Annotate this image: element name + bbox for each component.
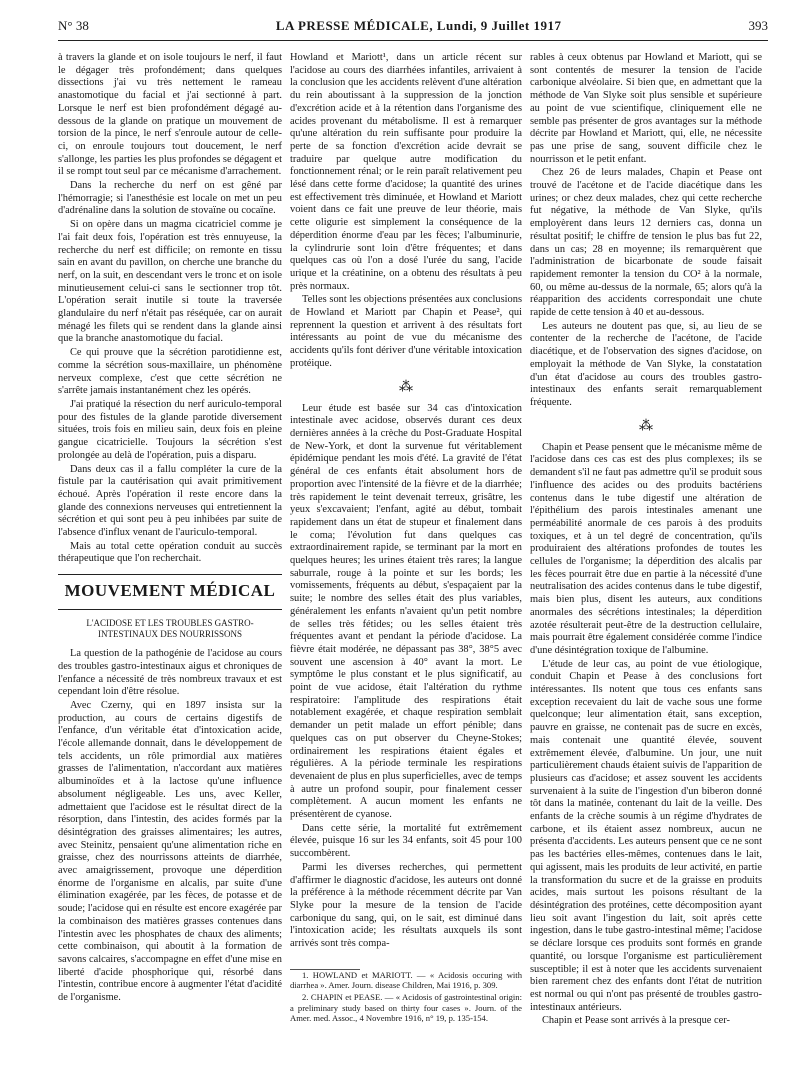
paragraph: L'étude de leur cas, au point de vue étiologique, conduit Chapin et Pease à des conclusions fort intéressantes. Ils notent que tous ces enfants sans exception recevaient du lait de vache sous une forme quelconque; leur alimentation était, sans exception, pauvre en graisse, ne contenait pas de sucre en excès, mais contenait une quantité élevée, souvent extrêmement élevée, d'albumine. Un jour, une nuit particulièrement chauds étaient suivis de l'apparition de plusieurs cas d'acidose; et assez souvent les accidents survenaient à la suite de l'ingestion d'un biberon donné tôt dans la matinée, contenant du lait de la veille. Des enfants de la crèche soumis à un régime d'hydrates de carbone, et ils étaient assez nombreux, aucun ne présenta d'accidents. Les auteurs pensent que ce ne sont pas les bactéries elles-mêmes, contenues dans le lait, qui agissent, mais les produits de leur activité, en partie la transformation du sucre et de la graisse en produits acides, mais surtout les poisons résultant de la désintégration des protéines, cette décomposition ayant lieu soit avant l'ingestion du lait, soit après cette ingestion, dans le tube gastro-intestinal même; l'acidose se déclare lorsque ces produits sont formés en grande quantité, ou lorsque l'organisme est particulièrement susceptible; il est à noter que les accidents survenaient bien rarement chez des enfants dont l'état de nutrition est normal ou qui n'ont pas présenté de troubles gastro-intestinaux antérieurs.: [530, 658, 762, 1013]
journal-title: LA PRESSE MÉDICALE, Lundi, 9 Juillet 1917: [275, 18, 562, 33]
column-left: [58, 52, 282, 1072]
issue-number: N° 38: [58, 18, 89, 33]
paragraph: Ce qui prouve que la sécrétion parotidienne est, comme la sécrétion sous-maxillaire, un phénomène nerveux complexe, c'est que cette sécrétion ne s'arrête jamais instantanément chez les opérés.: [58, 347, 282, 397]
page-number: 393: [748, 18, 768, 33]
footnote: 2. CHAPIN et PEASE. — « Acidosis of gastrointestinal origin: a preliminary study based on thirty four cases ». Journ. of the Amer. med. Assoc., 4 Novembre 1916, n° 19, p. 135-154.: [290, 992, 522, 1024]
paragraph: La question de la pathogénie de l'acidose au cours des troubles gastro-intestinaux aigus et chroniques de l'enfance a nécessité de très nombreux travaux et est cependant loin d'être résolue.: [58, 648, 282, 698]
paragraph: J'ai pratiqué la résection du nerf auriculo-temporal pour des fistules de la glande parotide diversement situées, trois fois en milieu sain, deux fois en pleine gangue cicatricielle. Toujours la sécrétion s'est prolongée au delà de l'opération, puis a disparu.: [58, 398, 282, 461]
paragraph: Chapin et Pease pensent que le mécanisme même de l'acidose dans ces cas est des plus complexes; ils se demandent s'il ne faut pas admettre qu'il se produit sous l'influence des acides ou des produits bactériens contenus dans le tube digestif une altération de l'épithélium des parois intestinales amenant une perméabilité anormale de ces parois à des produits toxiques, et à un tel degré de concentration, qu'ils produiraient des altérations profondes de toutes les cellules de l'organisme; la déperdition des alcalis par les fèces pourrait être due en partie à la nécessité d'une neutralisation des acides contenus dans le tube digestif, mais bien plus, disent les auteurs, aux conditions anormales des sécrétions intestinales; la déperdition azotée résulterait peut-être de la destruction cellulaire, mais pourrait être également considérée comme l'indice d'une désintégration toxique de l'albumine.: [530, 441, 762, 656]
paragraph: Parmi les diverses recherches, qui permettent d'affirmer le diagnostic d'acidose, les auteurs ont donné la préférence à la méthode récemment décrite par Van Slyke pour la mesure de la tension de l'acide carbonique du sang, qui, on le sait, est diminué dans l'intoxication acide; les résultats auxquels ils sont arrivés sont très compa-: [290, 861, 522, 950]
page-header: [58, 18, 768, 41]
section-divider: [58, 574, 282, 575]
paragraph: Chez 26 de leurs malades, Chapin et Pease ont trouvé de l'acétone et de l'acide diacétique dans les urines; or chez deux malades, chez qui cette recherche fut négative, la méthode de Van Slyke, qu'ils employèrent dans leurs 12 derniers cas, donna un résultat positif; le chiffre de tension le plus bas fut 22, dans un cas; 28 en moyenne; ils remarquèrent que l'administration de bicarbonate de soude faisait rapidement remonter la tension du CO² à la normale, 60, ou même au-dessus de la normale, 65; alors qu'à la réapparition des accidents correspondait une chute rapide de cette tension à 40 et au-dessous.: [530, 167, 762, 319]
paragraph: Dans cette série, la mortalité fut extrêmement élevée, puisque 16 sur les 34 enfants, soit 45 pour 100 succombèrent.: [290, 822, 522, 860]
section-separator-stars: ⁂: [399, 379, 413, 395]
paragraph: Si on opère dans un magma cicatriciel comme je l'ai fait deux fois, l'opération est très ennuyeuse, la recherche du nerf est difficile; on remonte en tissu sain en avant du pavillon, on cherche une branche du nerf, on la suit, en descendant vers le tronc et on isole minutieusement celui-ci sans le sectionner trop tôt. L'opération serait inutile si toute la traversée glandulaire du nerf n'était pas réséquée, car on aurait ménagé les filets qui se rendent dans la glande ainsi que la branche anastomotique du facial.: [58, 219, 282, 345]
paragraph: Avec Czerny, qui en 1897 insista sur la production, au cours de certains digestifs de l'enfance, d'un véritable état d'intoxication acide, l'école allemande donnait, dans le développement de tels accidents, un rôle primordial aux matières grasses de l'alimentation, n'accordant aux matières albuminoïdes et à la lactose qu'une influence absolument négligeable. Les uns, avec Keller, admettaient que l'acidose est le résultat direct de la résorption, dans l'intestin, des acides formés par la désintégration des graisses alimentaires; les autres, avec Steinitz, pensaient qu'une alimentation riche en graisse, chez des nourrissons atteints de diarrhée, avec amaigrissement, provoque une déperdition énorme de l'organisme en alcalis, par suite d'une élimination exagérée, par les fèces, de potasse et de soude; l'acidose qui en résulte est encore exagérée par la combinaison des matières grasses contenues dans l'intestin avec les phosphates de chaux des aliments; cette combinaison, qui aboutit à la formation de savons calcaires, s'accompagne en effet d'une mise en liberté d'acide phosphorique qui, résorbé dans l'intestin, contribue encore à augmenter l'état d'acidité de l'organisme.: [58, 699, 282, 1004]
paragraph: Leur étude est basée sur 34 cas d'intoxication intestinale avec acidose, observés durant ces deux dernières années à la crèche du Post-Graduate Hospital de New-York, et dont la survenue fut véritablement épidémique pendant les mois d'été. La gravité de l'état général de ces enfants était absolument hors de proportion avec l'intensité de la fièvre et de la diarrhée; très rapidement le teint devenait terreux, grisâtre, les yeux s'excavaient; l'enfant, agité au début, tombait rapidement dans un état de stupeur et finalement dans le coma; l'évolution fut dans quelques cas extraordinairement rapide, se terminant par la mort en quelques heures; les urines étaient très rares; la langue saburrale, rouge à la pointe et sur les bords; les vomissements, fréquents au début, s'espaçaient par la suite; le nombre des selles était des plus variables, généralement les enfants n'avaient qu'un petit nombre de selles très fétides; ou les selles étaient très fréquentes avant et pendant la période d'acidose. La fièvre était modérée, ne dépassant pas 38°, 38°5 avec souvent une ascension à 40° avant la mort. Le symptôme le plus constant et le plus significatif, au point de vue acidose, était l'altération du rythme respiratoire: l'amplitude des respirations était notablement exagérée, et chaque respiration semblait demander un petit malade un effort pénible; dans quelques cas on put observer du Cheyne-Stokes; ordinairement les respirations étaient égales et régulières. A la période terminale les respirations devenaient de plus en plus superficielles, avec de temps à autre un profond soupir, pour finalement cesser complètement. A aucun moment les enfants ne présentèrent de cyanose.: [290, 402, 522, 821]
paragraph: Chapin et Pease sont arrivés à la presque cer-: [542, 1015, 730, 1027]
article-title: L'ACIDOSE ET LES TROUBLES GASTRO-INTESTINAUX DES NOURRISSONS: [86, 618, 254, 640]
footnote: 1. HOWLAND et MARIOTT. — « Acidosis occuring with diarrhea ». Amer. Journ. disease Children, Mai 1916, p. 309.: [290, 969, 522, 991]
paragraph: Dans deux cas il a fallu compléter la cure de la fistule par la cautérisation qui avait primitivement échoué. Après l'opération il reste encore dans la glande des connexions nerveuses qui entretiennent la sécrétion et qui sont peu à peu inhibées par suite de l'absence d'influx venant de l'auriculo-temporal.: [58, 463, 282, 539]
paragraph: Howland et Mariott¹, dans un article récent sur l'acidose au cours des diarrhées infantiles, arrivaient à la conclusion que les accidents relèvent d'une altération du rein aboutissant à la suppression de la jonction d'excrétion acide et à la rétention dans l'organisme des acides provenant du métabolisme. Il est à remarquer qu'une altération du rein suffisante pour produire la perte de sa fonction d'excrétion acide devrait se traduire par quelque autre modification du fonctionnement rénal; or le rein paraît relativement peu lésé dans cette forme d'acidose; la quantité des urines est effectivement très diminuée, et Howland et Mariott voient dans ce fait une preuve de leur théorie, mais cette oligurie est simplement la conséquence de la déperdition énorme d'eau par les fèces; l'albuminurie, la cylindrurie sont loin d'être fréquentes; et dans quelques cas où l'on a dosé l'urée du sang, l'acide urique et la créatinine, on a obtenu des résultats à peu près normaux.: [290, 52, 522, 292]
paragraph: rables à ceux obtenus par Howland et Mariott, qui se sont contentés de mesurer la tension de l'acide carbonique alvéolaire. Si bien que, en admettant que la méthode de Van Slyke soit plus sensible et supérieure au point de vue scientifique, cliniquement elle ne semble pas présenter de gros avantages sur la méthode décrite par Howland et Mariott, qui, elle, ne nécessite pas une prise de sang, souvent difficile chez le nourrisson et le petit enfant.: [530, 52, 762, 165]
section-separator-stars: ⁂: [639, 418, 653, 434]
paragraph: Dans la recherche du nerf on est gêné par l'hémorragie; si l'anesthésie est locale on met un peu d'adrénaline dans la solution de stovaïne ou cocaïne.: [58, 180, 282, 217]
section-divider: [58, 609, 282, 610]
paragraph: à travers la glande et on isole toujours le nerf, il faut le dégager très profondément; dans quelques dissections j'ai vu très nettement le rameau anastomotique du facial et j'ai sectionné à part. Lorsque le nerf est bien profondément dégagé au-dessous de la glande on pratique un mouvement de torsion de la pince, le nerf s'enroule autour de celle-ci, on enroule toujours tout doucement, le nerf s'allonge, les parties les plus profondes se dégagent et il se rompt tout seul par ce mécanisme d'arrachement.: [58, 52, 282, 178]
paragraph: Telles sont les objections présentées aux conclusions de Howland et Mariott par Chapin et Pease², qui reprennent la question et arrivent à des résultats fort intéressants au point de vue du mécanisme des accidents qu'ils font dériver d'une véritable intoxication protéique.: [290, 294, 522, 369]
column-middle: [290, 52, 522, 1072]
paragraph: Mais au total cette opération conduit au succès thérapeutique que l'on recherchait.: [58, 540, 282, 565]
section-title: MOUVEMENT MÉDICAL: [64, 581, 276, 601]
column-right: [530, 52, 762, 1072]
paragraph: Les auteurs ne doutent pas que, si, au lieu de se contenter de la recherche de l'acétone, de l'acide diacétique, et de l'observation des signes d'acidose, on employait la méthode de Van Slyke, la constatation d'un état d'acidose au cours des troubles gastro-intestinaux des enfants serait remarquablement fréquente.: [530, 320, 762, 408]
